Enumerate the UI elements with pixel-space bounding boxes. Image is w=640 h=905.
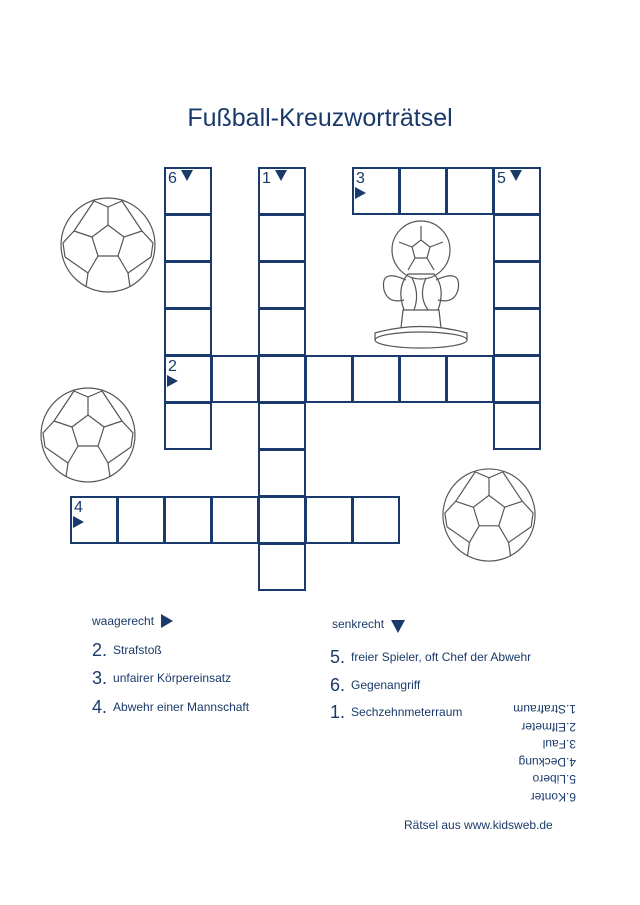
solution-item: 5.Libero [532, 772, 576, 787]
clue-number: 3. [92, 668, 108, 688]
crossword-cell[interactable] [399, 355, 447, 403]
clue-text: Abwehr einer Mannschaft [113, 700, 250, 714]
crossword-cell[interactable] [164, 496, 212, 544]
across-clue [92, 640, 162, 661]
crossword-cell[interactable] [258, 308, 306, 356]
solution-item: 1.Strafraum [513, 702, 576, 717]
crossword-cell[interactable] [211, 496, 259, 544]
crossword-cell[interactable] [305, 496, 353, 544]
crossword-cell[interactable] [493, 214, 541, 262]
clue-number-6: 6 [168, 170, 177, 187]
soccer-ball-icon [440, 466, 538, 564]
crossword-cell[interactable] [446, 355, 494, 403]
across-clue [92, 668, 231, 689]
crossword-cell[interactable] [164, 402, 212, 450]
crossword-cell[interactable] [305, 355, 353, 403]
solution-item: 3.Faul [542, 737, 576, 752]
across-header-label: waagerecht [92, 614, 155, 628]
crossword-cell[interactable] [399, 167, 447, 215]
trophy-icon [368, 218, 474, 352]
arrow-right-icon [161, 614, 173, 628]
solution-list [498, 700, 576, 805]
crossword-cell[interactable] [258, 214, 306, 262]
crossword-cell[interactable] [258, 449, 306, 497]
crossword-cell[interactable] [258, 496, 306, 544]
clue-number: 5. [330, 647, 346, 667]
crossword-cell[interactable] [164, 261, 212, 309]
solution-item: 6.Konter [530, 790, 576, 804]
solution-item: 4.Deckung [518, 755, 576, 769]
crossword-cell[interactable] [493, 355, 541, 403]
across-clue [92, 697, 249, 718]
credit-line: Rätsel aus www.kidsweb.de [404, 818, 553, 832]
soccer-ball-icon [38, 385, 138, 485]
clue-text: Strafstoß [113, 643, 162, 657]
down-clue [330, 702, 462, 723]
clue-text: Gegenangriff [351, 678, 421, 692]
crossword-cell[interactable] [493, 261, 541, 309]
down-clue [330, 647, 531, 668]
clue-text: unfairer Körpereinsatz [113, 671, 232, 685]
clue-number-1: 1 [262, 170, 271, 187]
crossword-cell[interactable] [352, 496, 400, 544]
clue-number: 2. [92, 640, 108, 660]
crossword-cell[interactable] [117, 496, 165, 544]
crossword-cell[interactable] [258, 261, 306, 309]
clue-number: 6. [330, 675, 346, 695]
clue-number-5: 5 [497, 170, 506, 187]
crossword-cell[interactable] [258, 543, 306, 591]
crossword-cell[interactable] [493, 308, 541, 356]
arrow-down-icon [391, 620, 405, 633]
arrow-down-icon [275, 170, 287, 181]
soccer-ball-icon [58, 195, 158, 295]
arrow-right-icon [167, 375, 178, 387]
crossword-cell[interactable] [164, 214, 212, 262]
page-title: Fußball-Kreuzworträtsel [187, 104, 453, 132]
crossword-cell[interactable] [258, 355, 306, 403]
crossword-cell[interactable] [164, 308, 212, 356]
solution-item: 2.Elfmeter [521, 720, 576, 734]
down-clue [330, 675, 420, 696]
clue-number-2: 2 [168, 358, 177, 375]
clue-number-3: 3 [356, 170, 365, 187]
clue-text: freier Spieler, oft Chef der Abwehr [351, 650, 532, 664]
crossword-cell[interactable] [211, 355, 259, 403]
clue-text: Sechzehnmeterraum [351, 705, 463, 719]
crossword-cell[interactable] [493, 402, 541, 450]
down-header-label: senkrecht [332, 617, 385, 631]
arrow-down-icon [510, 170, 522, 181]
crossword-cell[interactable] [446, 167, 494, 215]
down-header [332, 617, 405, 633]
clue-number: 1. [330, 702, 346, 722]
crossword-cell[interactable] [258, 402, 306, 450]
arrow-right-icon [355, 187, 366, 199]
crossword-cell[interactable] [352, 355, 400, 403]
clue-number-4: 4 [74, 499, 83, 516]
clue-number: 4. [92, 697, 108, 717]
arrow-down-icon [181, 170, 193, 181]
across-header [92, 614, 173, 628]
arrow-right-icon [73, 516, 84, 528]
